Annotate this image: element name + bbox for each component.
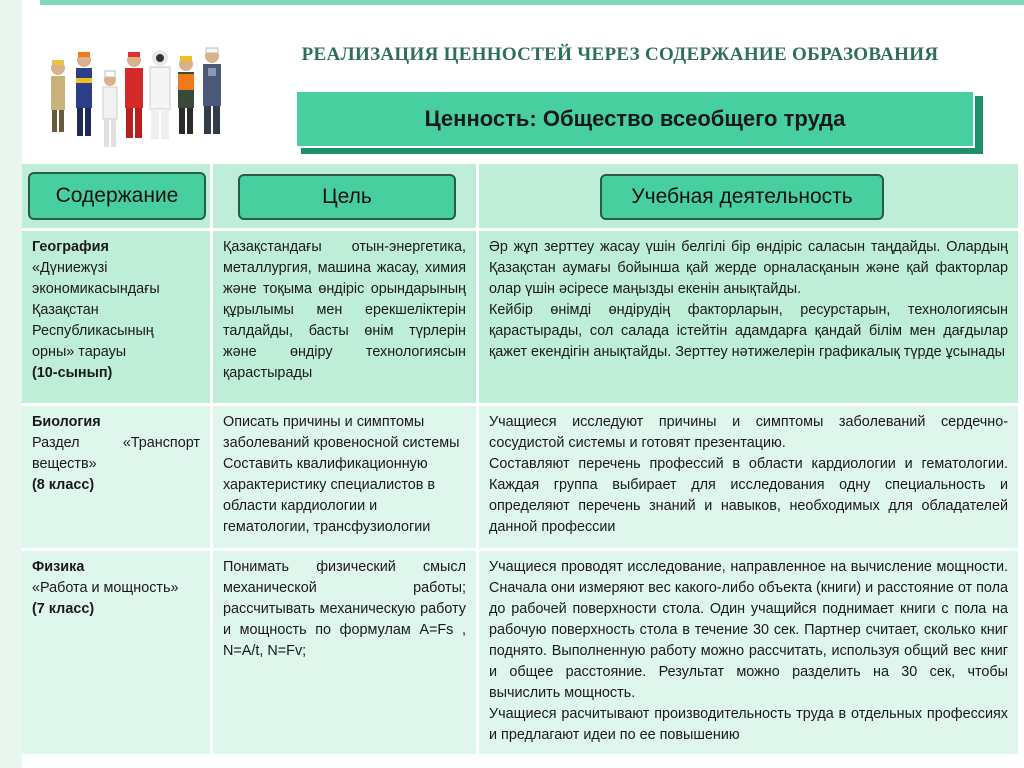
goal-paragraph: Составить квалификационную характеристику специалистов в области кардиологии и гематологии, трансфузиологии: [223, 456, 436, 535]
worker-figure: [103, 71, 117, 147]
page-title: РЕАЛИЗАЦИЯ ЦЕННОСТЕЙ ЧЕРЕЗ СОДЕРЖАНИЕ ОБРАЗОВАНИЯ: [301, 44, 939, 65]
worker-figure: [51, 60, 65, 132]
table-row-2-activity: [479, 406, 1018, 548]
worker-figure: [178, 56, 194, 134]
worker-figure: [203, 48, 221, 134]
subject-grade: (10-сынып): [32, 365, 113, 381]
value-banner-text: Ценность: Общество всеобщего труда: [424, 106, 846, 131]
activity-paragraph: Кейбір өнімді өндірудің факторларын, ресурстарын, технологиясын қарастырады, сол салада істейтін адамдарға қандай білім мен дағдылар қажет екендігін анықтайды. Зерттеу нәтижелерін графикалық түрде ұсынады: [489, 302, 1008, 360]
header-activity-label: Учебная деятельность: [600, 174, 884, 220]
subject-name: Физика: [32, 559, 85, 575]
content-table: [22, 164, 1018, 758]
goal-paragraph: Описать причины и симптомы заболеваний кровеносной системы: [223, 414, 460, 451]
header-content-label: Содержание: [28, 172, 206, 220]
subject-section: «Работа и мощность»: [32, 580, 179, 596]
side-decoration: [0, 0, 22, 768]
table-row-3-goal: Понимать физический смысл механической работы; рассчитывать механическую работу и мощность по формулам A=Fs , N=A/t, N=Fv;: [213, 551, 476, 754]
subject-section: «Дүниежүзі экономикасындағы Қазақстан Республикасының орны» тарауы: [32, 260, 160, 360]
activity-paragraph: Учащиеся расчитывают производительность труда в отдельных профессиях и предлагают идеи по ее повышению: [489, 706, 1008, 743]
workers-illustration: [26, 34, 246, 164]
worker-figure: [125, 52, 143, 138]
activity-paragraph: Учащиеся проводят исследование, направленное на вычисление мощности. Сначала они измеряют вес какого-либо объекта (книги) и расстояние от пола до рабочей поверхности стола. Один учащийся поднимает книги с пола на рабочую поверхность стола в течение 30 сек. Партнер считает, сколько книг поднято. Выполненную работу можно рассчитать, используя общий вес книг и общее расстояние. Результат можно разделить на 30 сек, чтобы вычислить мощность.: [489, 559, 1008, 701]
activity-paragraph: Составляют перечень профессий в области кардиологии и гематологии. Каждая группа выбирает для исследования одну специальность и определяют перечень знаний и навыков, необходимых для обладателей данной профессии: [489, 456, 1008, 535]
top-decoration: [40, 0, 1024, 5]
table-row-3-activity: [479, 551, 1018, 754]
subject-name: Биология: [32, 414, 101, 430]
table-row-3-subject: [22, 551, 210, 754]
table-row-2-goal: [213, 406, 476, 548]
banner-box: [295, 90, 975, 148]
table-row-1-goal: Қазақстандағы отын-энергетика, металлургия, машина жасау, химия және тоқыма өндіріс орындарының құрылымы мен ерекшеліктерін талдайды, басты өнім түрлерін және өндіру технологиясын қарастырады: [213, 231, 476, 403]
subject-grade: (8 класс): [32, 477, 95, 493]
subject-grade: (7 класс): [32, 601, 95, 617]
activity-paragraph: Учащиеся исследуют причины и симптомы заболеваний сердечно-сосудистой системы и готовят презентацию.: [489, 414, 1008, 451]
subject-section: Раздел «Транспорт веществ»: [32, 435, 200, 472]
table-row-2-subject: [22, 406, 210, 548]
table-row-1-activity: [479, 231, 1018, 403]
activity-paragraph: Әр жұп зерттеу жасау үшін белгілі бір өндіріс саласын таңдайды. Олардың Қазақстан аумағы бойынша қай жерде орналасқанын және қай факторлар олар үшін әсіресе маңызды екенін анықтайды.: [489, 239, 1008, 297]
table-row-1-subject: [22, 231, 210, 403]
header-goal-label: Цель: [238, 174, 456, 220]
worker-figure: [76, 52, 92, 136]
worker-figure: [150, 50, 170, 139]
value-banner: [295, 90, 980, 150]
subject-name: География: [32, 239, 109, 255]
